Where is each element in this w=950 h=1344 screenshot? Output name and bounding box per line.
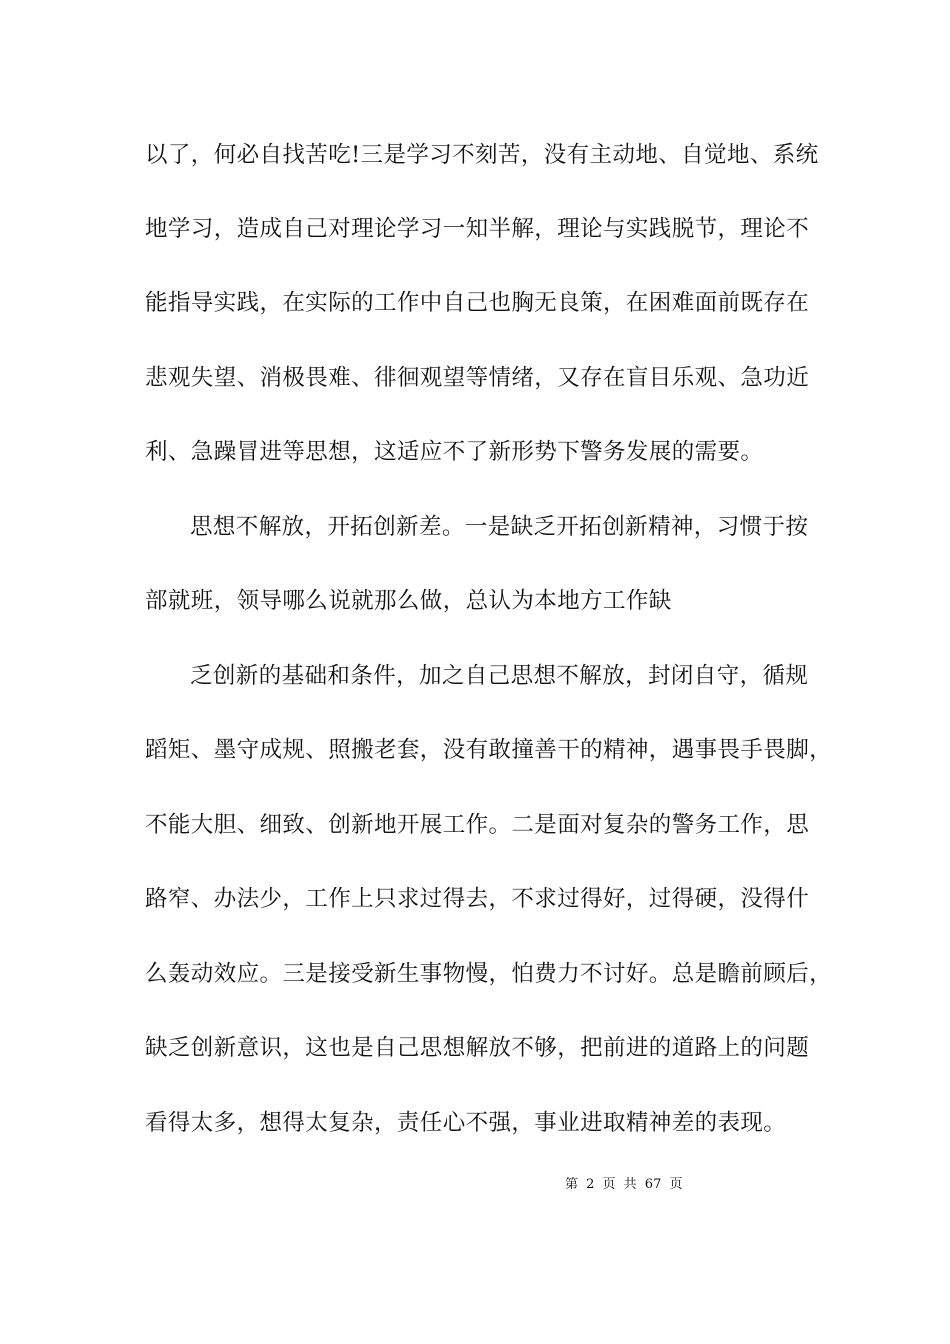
text-line: 部就班，领导哪么说就那么做，总认为本地方工作缺 (145, 588, 672, 614)
paragraph-start-line: 乏创新的基础和条件，加之自己思想不解放，封闭自守，循规 (190, 663, 809, 689)
text-line: 利、急躁冒进等思想，这适应不了新形势下警务发展的需要。 (145, 439, 764, 465)
text-line: 不能大胆、细致、创新地开展工作。二是面对复杂的警务工作，思 (145, 812, 810, 838)
text-line: 路窄、办法少，工作上只求过得去，不求过得好，过得硬，没得什 (145, 886, 810, 912)
text-line: 地学习，造成自己对理论学习一知半解，理论与实践脱节，理论不 (145, 216, 810, 242)
paragraph-start-line: 思想不解放，开拓创新差。一是缺乏开拓创新精神，习惯于按 (190, 514, 809, 540)
text-line: 看得太多，想得太复杂，责任心不强，事业进取精神差的表现。 (145, 1110, 787, 1136)
text-line: 悲观失望、消极畏难、徘徊观望等情绪，又存在盲目乐观、急功近 (145, 365, 810, 391)
page-number-footer: 第 2 页 共 67 页 (565, 1177, 683, 1192)
text-line: 能指导实践，在实际的工作中自己也胸无良策，在困难面前既存在 (145, 290, 810, 316)
text-line: 以了，何必自找苦吃!三是学习不刻苦，没有主动地、自觉地、系统 (145, 142, 819, 168)
text-line: 么轰动效应。三是接受新生事物慢，怕费力不讨好。总是瞻前顾后， (145, 961, 833, 987)
text-line: 蹈矩、墨守成规、照搬老套，没有敢撞善干的精神，遇事畏手畏脚， (145, 737, 833, 763)
text-line: 缺乏创新意识，这也是自己思想解放不够，把前进的道路上的问题 (145, 1035, 810, 1061)
